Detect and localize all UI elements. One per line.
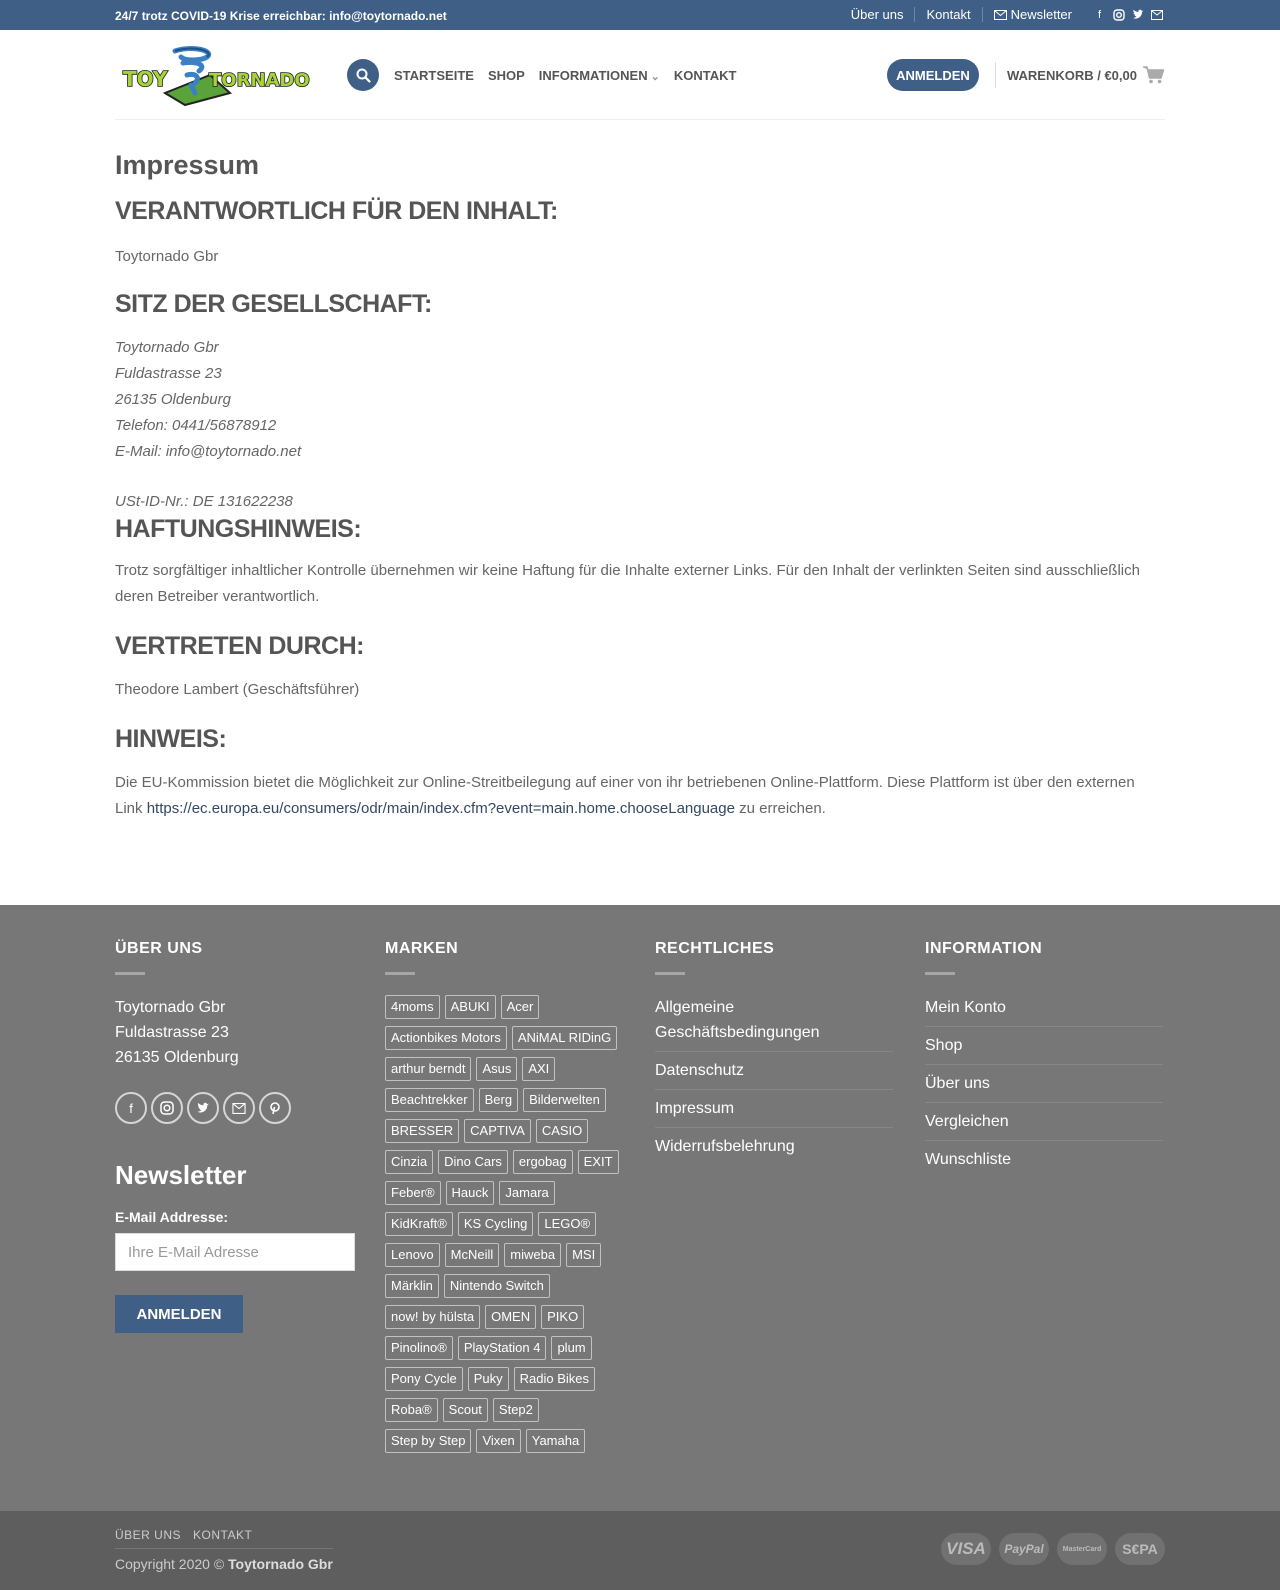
footer-about — [115, 940, 355, 1333]
footer-address-line: Fuldastrasse 23 — [115, 1024, 229, 1041]
phone-line: Telefon: 0441/56878912 — [115, 417, 277, 434]
main-nav — [394, 68, 736, 83]
footer-about-title: ÜBER UNS — [115, 940, 203, 957]
legal-links — [655, 989, 893, 1165]
brand-tag[interactable]: AXI — [522, 1057, 555, 1081]
brand-tag[interactable]: Nintendo Switch — [444, 1274, 550, 1298]
brand-tag[interactable]: Märklin — [385, 1274, 439, 1298]
brand-tag[interactable]: Lenovo — [385, 1243, 440, 1267]
legal-link-impressum[interactable]: Impressum — [655, 1090, 893, 1128]
top-bar-links — [840, 7, 1163, 22]
brand-tag[interactable]: BRESSER — [385, 1119, 459, 1143]
heading-vertreten: VERTRETEN DURCH: — [115, 632, 364, 660]
brand-tag[interactable]: LEGO® — [538, 1212, 596, 1236]
brand-tag[interactable]: KS Cycling — [458, 1212, 534, 1236]
top-bar — [0, 0, 1280, 30]
shopping-cart-icon — [1143, 66, 1165, 84]
brand-tag[interactable]: Step2 — [493, 1398, 539, 1422]
brand-tag[interactable]: Hauck — [446, 1181, 495, 1205]
brand-tag[interactable]: KidKraft® — [385, 1212, 453, 1236]
nav-shop[interactable]: SHOP — [487, 68, 525, 83]
top-link-ueber-uns[interactable]: Über uns — [840, 7, 916, 22]
instagram-icon[interactable] — [151, 1092, 183, 1124]
info-link-shop[interactable]: Shop — [925, 1027, 1163, 1065]
nav-kontakt[interactable]: KONTAKT — [673, 68, 737, 83]
newsletter-email-label: E-Mail Addresse: — [115, 1209, 229, 1225]
brand-tag[interactable]: Vixen — [476, 1429, 520, 1453]
bottom-link-kontakt[interactable]: KONTAKT — [193, 1528, 253, 1542]
footer-address-line: Toytornado Gbr — [115, 999, 226, 1016]
brand-tag[interactable]: Cinzia — [385, 1150, 433, 1174]
facebook-icon[interactable]: f — [1097, 8, 1102, 21]
info-links — [925, 989, 1163, 1178]
footer-brands — [385, 940, 625, 1453]
brand-tag[interactable]: Pinolino® — [385, 1336, 453, 1360]
newsletter-title: Newsletter — [115, 1160, 247, 1190]
brand-tag[interactable]: PIKO — [541, 1305, 584, 1329]
bottom-links — [115, 1528, 252, 1542]
brand-tag[interactable]: EXIT — [578, 1150, 619, 1174]
heading-sitz: SITZ DER GESELLSCHAFT: — [115, 290, 432, 318]
address-line: Toytornado Gbr — [115, 339, 219, 356]
brand-tag[interactable]: OMEN — [485, 1305, 536, 1329]
paypal-icon: PayPal — [999, 1533, 1049, 1565]
search-button[interactable] — [347, 59, 379, 91]
heading-haftung: HAFTUNGSHINWEIS: — [115, 515, 362, 543]
address-block — [115, 335, 1165, 515]
top-social-icons — [1093, 8, 1163, 21]
brand-tag[interactable]: miweba — [504, 1243, 561, 1267]
text-vertreten: Theodore Lambert (Geschäftsführer) — [115, 681, 360, 698]
logo-text-tornado: TORNADO — [209, 70, 310, 91]
nav-informationen[interactable] — [539, 68, 660, 83]
logo-text-toy: TOY — [123, 67, 168, 91]
top-link-kontakt[interactable]: Kontakt — [915, 7, 982, 22]
legal-link-datenschutz[interactable]: Datenschutz — [655, 1052, 893, 1090]
legal-link-agb[interactable]: Allgemeine Geschäftsbedingungen — [655, 989, 893, 1052]
brand-tag[interactable]: Actionbikes Motors — [385, 1026, 507, 1050]
brand-tag[interactable]: Berg — [479, 1088, 518, 1112]
instagram-icon[interactable] — [1112, 8, 1125, 21]
brand-tag[interactable]: plum — [551, 1336, 591, 1360]
search-icon — [356, 68, 371, 83]
envelope-icon — [994, 10, 1007, 20]
envelope-icon[interactable] — [223, 1092, 255, 1124]
brand-tag[interactable]: Radio Bikes — [514, 1367, 595, 1391]
footer-divider — [115, 972, 145, 975]
footer-information — [925, 940, 1163, 1178]
envelope-icon[interactable] — [1150, 8, 1163, 21]
newsletter-email-input[interactable]: Ihre E-Mail Adresse — [115, 1233, 355, 1271]
copyright — [115, 1556, 333, 1572]
info-link-vergleichen[interactable]: Vergleichen — [925, 1103, 1163, 1141]
footer-divider — [385, 972, 415, 975]
footer-info-title: INFORMATION — [925, 940, 1043, 957]
footer-legal-title: RECHTLICHES — [655, 940, 775, 957]
email-line: E-Mail: info@toytornado.net — [115, 443, 302, 460]
info-link-mein-konto[interactable]: Mein Konto — [925, 989, 1163, 1027]
footer-brands-title: MARKEN — [385, 940, 459, 957]
brand-tag[interactable]: Roba® — [385, 1398, 438, 1422]
toytornado-logo[interactable] — [115, 43, 315, 109]
cart-link[interactable] — [1007, 66, 1165, 84]
payment-icons — [941, 1533, 1165, 1565]
pinterest-icon[interactable] — [259, 1092, 291, 1124]
nav-startseite[interactable]: STARTSEITE — [394, 68, 474, 83]
brand-tag[interactable]: PlayStation 4 — [458, 1336, 547, 1360]
footer-divider — [925, 972, 955, 975]
page-title: Impressum — [115, 150, 260, 180]
footer-social-icons — [115, 1092, 355, 1124]
brand-tag[interactable]: McNeill — [445, 1243, 500, 1267]
address-line: Fuldastrasse 23 — [115, 365, 222, 382]
sepa-icon: S€PA — [1115, 1533, 1165, 1565]
bottom-divider — [115, 1548, 333, 1549]
covid-notice: 24/7 trotz COVID-19 Krise erreichbar: info@toytornado.net — [115, 9, 447, 23]
twitter-icon[interactable] — [187, 1092, 219, 1124]
legal-link-widerruf[interactable]: Widerrufsbelehrung — [655, 1138, 795, 1155]
brand-tag[interactable]: ANiMAL RIDinG — [512, 1026, 617, 1050]
brand-tag[interactable]: Dino Cars — [438, 1150, 508, 1174]
ust-id: USt-ID-Nr.: DE 131622238 — [115, 493, 293, 510]
newsletter-label: Newsletter — [1010, 7, 1072, 22]
text-hinweis — [115, 770, 1165, 822]
text-verantwortlich: Toytornado Gbr — [115, 248, 219, 265]
brand-tag[interactable]: 4moms — [385, 995, 440, 1019]
brand-tag[interactable]: Yamaha — [526, 1429, 585, 1453]
brand-tag[interactable]: MSI — [566, 1243, 601, 1267]
brand-tag[interactable]: arthur berndt — [385, 1057, 471, 1081]
brand-tag[interactable]: Bilderwelten — [523, 1088, 606, 1112]
facebook-icon[interactable]: f — [115, 1092, 147, 1124]
footer — [0, 905, 1280, 1511]
info-link-wunschliste[interactable]: Wunschliste — [925, 1151, 1011, 1168]
hinweis-text-after: zu erreichen. — [734, 800, 826, 817]
heading-hinweis: HINWEIS: — [115, 725, 227, 753]
brand-tag[interactable]: Asus — [476, 1057, 517, 1081]
odr-link[interactable]: https://ec.europa.eu/consumers/odr/main/index.cfm?event=main.home.chooseLanguage — [146, 800, 735, 817]
nav-informationen-label: INFORMATIONEN — [538, 68, 648, 83]
brand-tag[interactable]: Puky — [468, 1367, 509, 1391]
copyright-name: Toytornado Gbr — [228, 1556, 333, 1572]
address-line: 26135 Oldenburg — [115, 391, 231, 408]
brand-tag[interactable]: CAPTIVA — [464, 1119, 531, 1143]
twitter-icon[interactable] — [1131, 8, 1144, 21]
login-button[interactable]: ANMELDEN — [887, 59, 979, 91]
top-link-newsletter[interactable] — [983, 7, 1083, 22]
newsletter-subscribe-button[interactable]: ANMELDEN — [115, 1295, 243, 1333]
heading-verantwortlich: VERANTWORTLICH FÜR DEN INHALT: — [115, 197, 558, 225]
footer-address — [115, 995, 355, 1070]
mastercard-icon: MasterCard — [1057, 1533, 1107, 1565]
footer-legal — [655, 940, 893, 1165]
brand-tag[interactable]: Jamara — [499, 1181, 554, 1205]
footer-divider — [655, 972, 685, 975]
header-divider — [995, 62, 996, 88]
brand-tag[interactable]: Scout — [443, 1398, 488, 1422]
brand-tag[interactable]: ABUKI — [445, 995, 496, 1019]
brand-tag-cloud — [385, 995, 625, 1453]
footer-bottom-bar — [0, 1511, 1280, 1590]
text-haftung: Trotz sorgfältiger inhaltlicher Kontrolle übernehmen wir keine Haftung für die Inhalte externer Links. Für den Inhalt der verlinkten Seiten sind ausschließlich deren Betreiber verantwortlich. — [115, 562, 1140, 605]
impressum-content — [115, 150, 1165, 822]
brand-tag[interactable]: Beachtrekker — [385, 1088, 474, 1112]
brand-tag[interactable]: ergobag — [513, 1150, 573, 1174]
site-header — [115, 30, 1165, 120]
brand-tag[interactable]: CASIO — [536, 1119, 588, 1143]
brand-tag[interactable]: Step by Step — [385, 1429, 471, 1453]
copyright-prefix: Copyright 2020 © — [115, 1556, 229, 1572]
visa-icon: VISA — [941, 1533, 991, 1565]
brand-tag[interactable]: now! by hülsta — [385, 1305, 480, 1329]
hinweis-text-before: Die EU-Kommission bietet die Möglichkeit zur Online-Streitbeilegung auf einer von ihr betriebenen Online-Plattform. Diese Plattform ist über den externen Link — [115, 774, 1135, 817]
brand-tag[interactable]: Pony Cycle — [385, 1367, 463, 1391]
bottom-link-ueber-uns[interactable]: ÜBER UNS — [115, 1528, 182, 1542]
cart-label: WARENKORB / €0,00 — [1006, 67, 1137, 83]
info-link-ueber-uns[interactable]: Über uns — [925, 1065, 1163, 1103]
brand-tag[interactable]: Acer — [501, 995, 540, 1019]
footer-address-line: 26135 Oldenburg — [115, 1049, 239, 1066]
brand-tag[interactable]: Feber® — [385, 1181, 441, 1205]
